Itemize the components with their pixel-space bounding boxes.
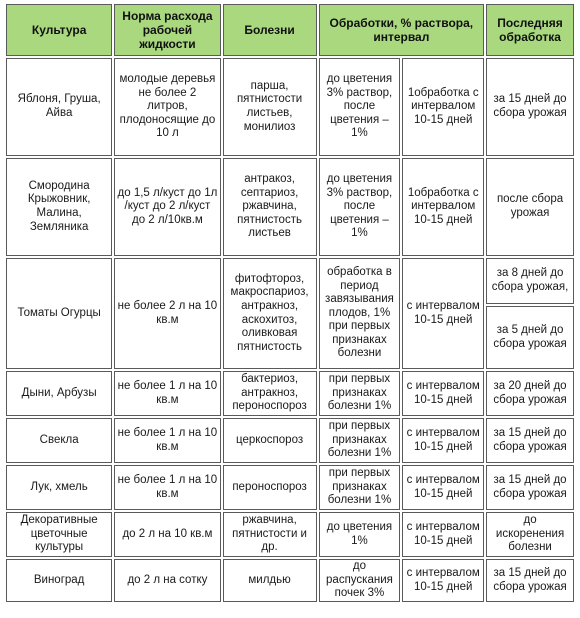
table-row: [6, 512, 574, 557]
table-row: [6, 258, 574, 304]
cell-solution: до цветения 1%: [319, 512, 401, 557]
table-container: [4, 2, 576, 614]
header-culture: Культура: [6, 4, 112, 56]
cell-diseases: пероноспороз: [223, 465, 317, 510]
header-row: [6, 4, 574, 56]
cell-culture: Яблоня, Груша, Айва: [6, 58, 112, 156]
cell-norm: до 1,5 л/куст до 1л /куст до 2 л/куст до 2 л/10кв.м: [114, 158, 220, 256]
cell-interval: с интервалом 10-15 дней: [402, 258, 484, 369]
cell-diseases: бактериоз, антракноз, пероноспороз: [223, 371, 317, 416]
cell-solution: до распускания почек 3%: [319, 559, 401, 602]
cell-culture: Декоративные цветочные культуры: [6, 512, 112, 557]
cell-culture: Дыни, Арбузы: [6, 371, 112, 416]
cell-diseases: церкоспороз: [223, 418, 317, 463]
cell-solution: до цветения 3% раствор, после цветения – 1%: [319, 158, 401, 256]
cell-norm: молодые деревья не более 2 литров, плодоносящие до 10 л: [114, 58, 220, 156]
cell-interval: 1обработка с интервалом 10-15 дней: [402, 58, 484, 156]
treatment-table: [4, 2, 576, 604]
cell-solution: до цветения 3% раствор, после цветения – 1%: [319, 58, 401, 156]
cell-last: после сбора урожая: [486, 158, 574, 256]
cell-interval: с интервалом 10-15 дней: [402, 465, 484, 510]
cell-diseases: парша, пятнистости листьев, монилиоз: [223, 58, 317, 156]
cell-diseases: фитофтороз, макроспариоз, антракноз, аскохитоз, оливковая пятнистость: [223, 258, 317, 369]
cell-norm: не более 1 л на 10 кв.м: [114, 465, 220, 510]
cell-culture: Свекла: [6, 418, 112, 463]
cell-norm: до 2 л на 10 кв.м: [114, 512, 220, 557]
cell-norm: не более 2 л на 10 кв.м: [114, 258, 220, 369]
cell-last: за 15 дней до сбора урожая: [486, 559, 574, 602]
cell-solution: при первых признаках болезни 1%: [319, 371, 401, 416]
header-treatments: Обработки, % раствора, интервал: [319, 4, 485, 56]
header-norm: Норма расхода рабочей жидкости: [114, 4, 220, 56]
cell-norm: до 2 л на сотку: [114, 559, 220, 602]
table-row: [6, 371, 574, 416]
cell-norm: не более 1 л на 10 кв.м: [114, 418, 220, 463]
header-diseases: Болезни: [223, 4, 317, 56]
table-row: [6, 158, 574, 256]
cell-norm: не более 1 л на 10 кв.м: [114, 371, 220, 416]
cell-diseases: антракоз, септариоз, ржавчина, пятнистость листьев: [223, 158, 317, 256]
cell-solution: при первых признаках болезни 1%: [319, 465, 401, 510]
cell-solution: обработка в период завязывания плодов, 1% при первых признаках болезни: [319, 258, 401, 369]
cell-last: за 20 дней до сбора урожая: [486, 371, 574, 416]
cell-culture: Лук, хмель: [6, 465, 112, 510]
cell-last: за 15 дней до сбора урожая: [486, 418, 574, 463]
table-row: [6, 418, 574, 463]
cell-last: до искоренения болезни: [486, 512, 574, 557]
header-last: Последняя обработка: [486, 4, 574, 56]
cell-diseases: милдью: [223, 559, 317, 602]
cell-last: за 15 дней до сбора урожая: [486, 58, 574, 156]
cell-interval: 1обработка с интервалом 10-15 дней: [402, 158, 484, 256]
table-row: [6, 58, 574, 156]
cell-last-secondary: за 5 дней до сбора урожая: [486, 306, 574, 369]
cell-culture: Смородина Крыжовник, Малина, Земляника: [6, 158, 112, 256]
cell-interval: с интервалом 10-15 дней: [402, 371, 484, 416]
cell-solution: при первых признаках болезни 1%: [319, 418, 401, 463]
cell-interval: с интервалом 10-15 дней: [402, 418, 484, 463]
cell-last: за 15 дней до сбора урожая: [486, 465, 574, 510]
cell-culture: Виноград: [6, 559, 112, 602]
cell-culture: Томаты Огурцы: [6, 258, 112, 369]
cell-last: за 8 дней до сбора урожая,: [486, 258, 574, 304]
cell-interval: с интервалом 10-15 дней: [402, 559, 484, 602]
table-row: [6, 559, 574, 602]
cell-diseases: ржавчина, пятнистости и др.: [223, 512, 317, 557]
table-row: [6, 465, 574, 510]
cell-interval: с интервалом 10-15 дней: [402, 512, 484, 557]
